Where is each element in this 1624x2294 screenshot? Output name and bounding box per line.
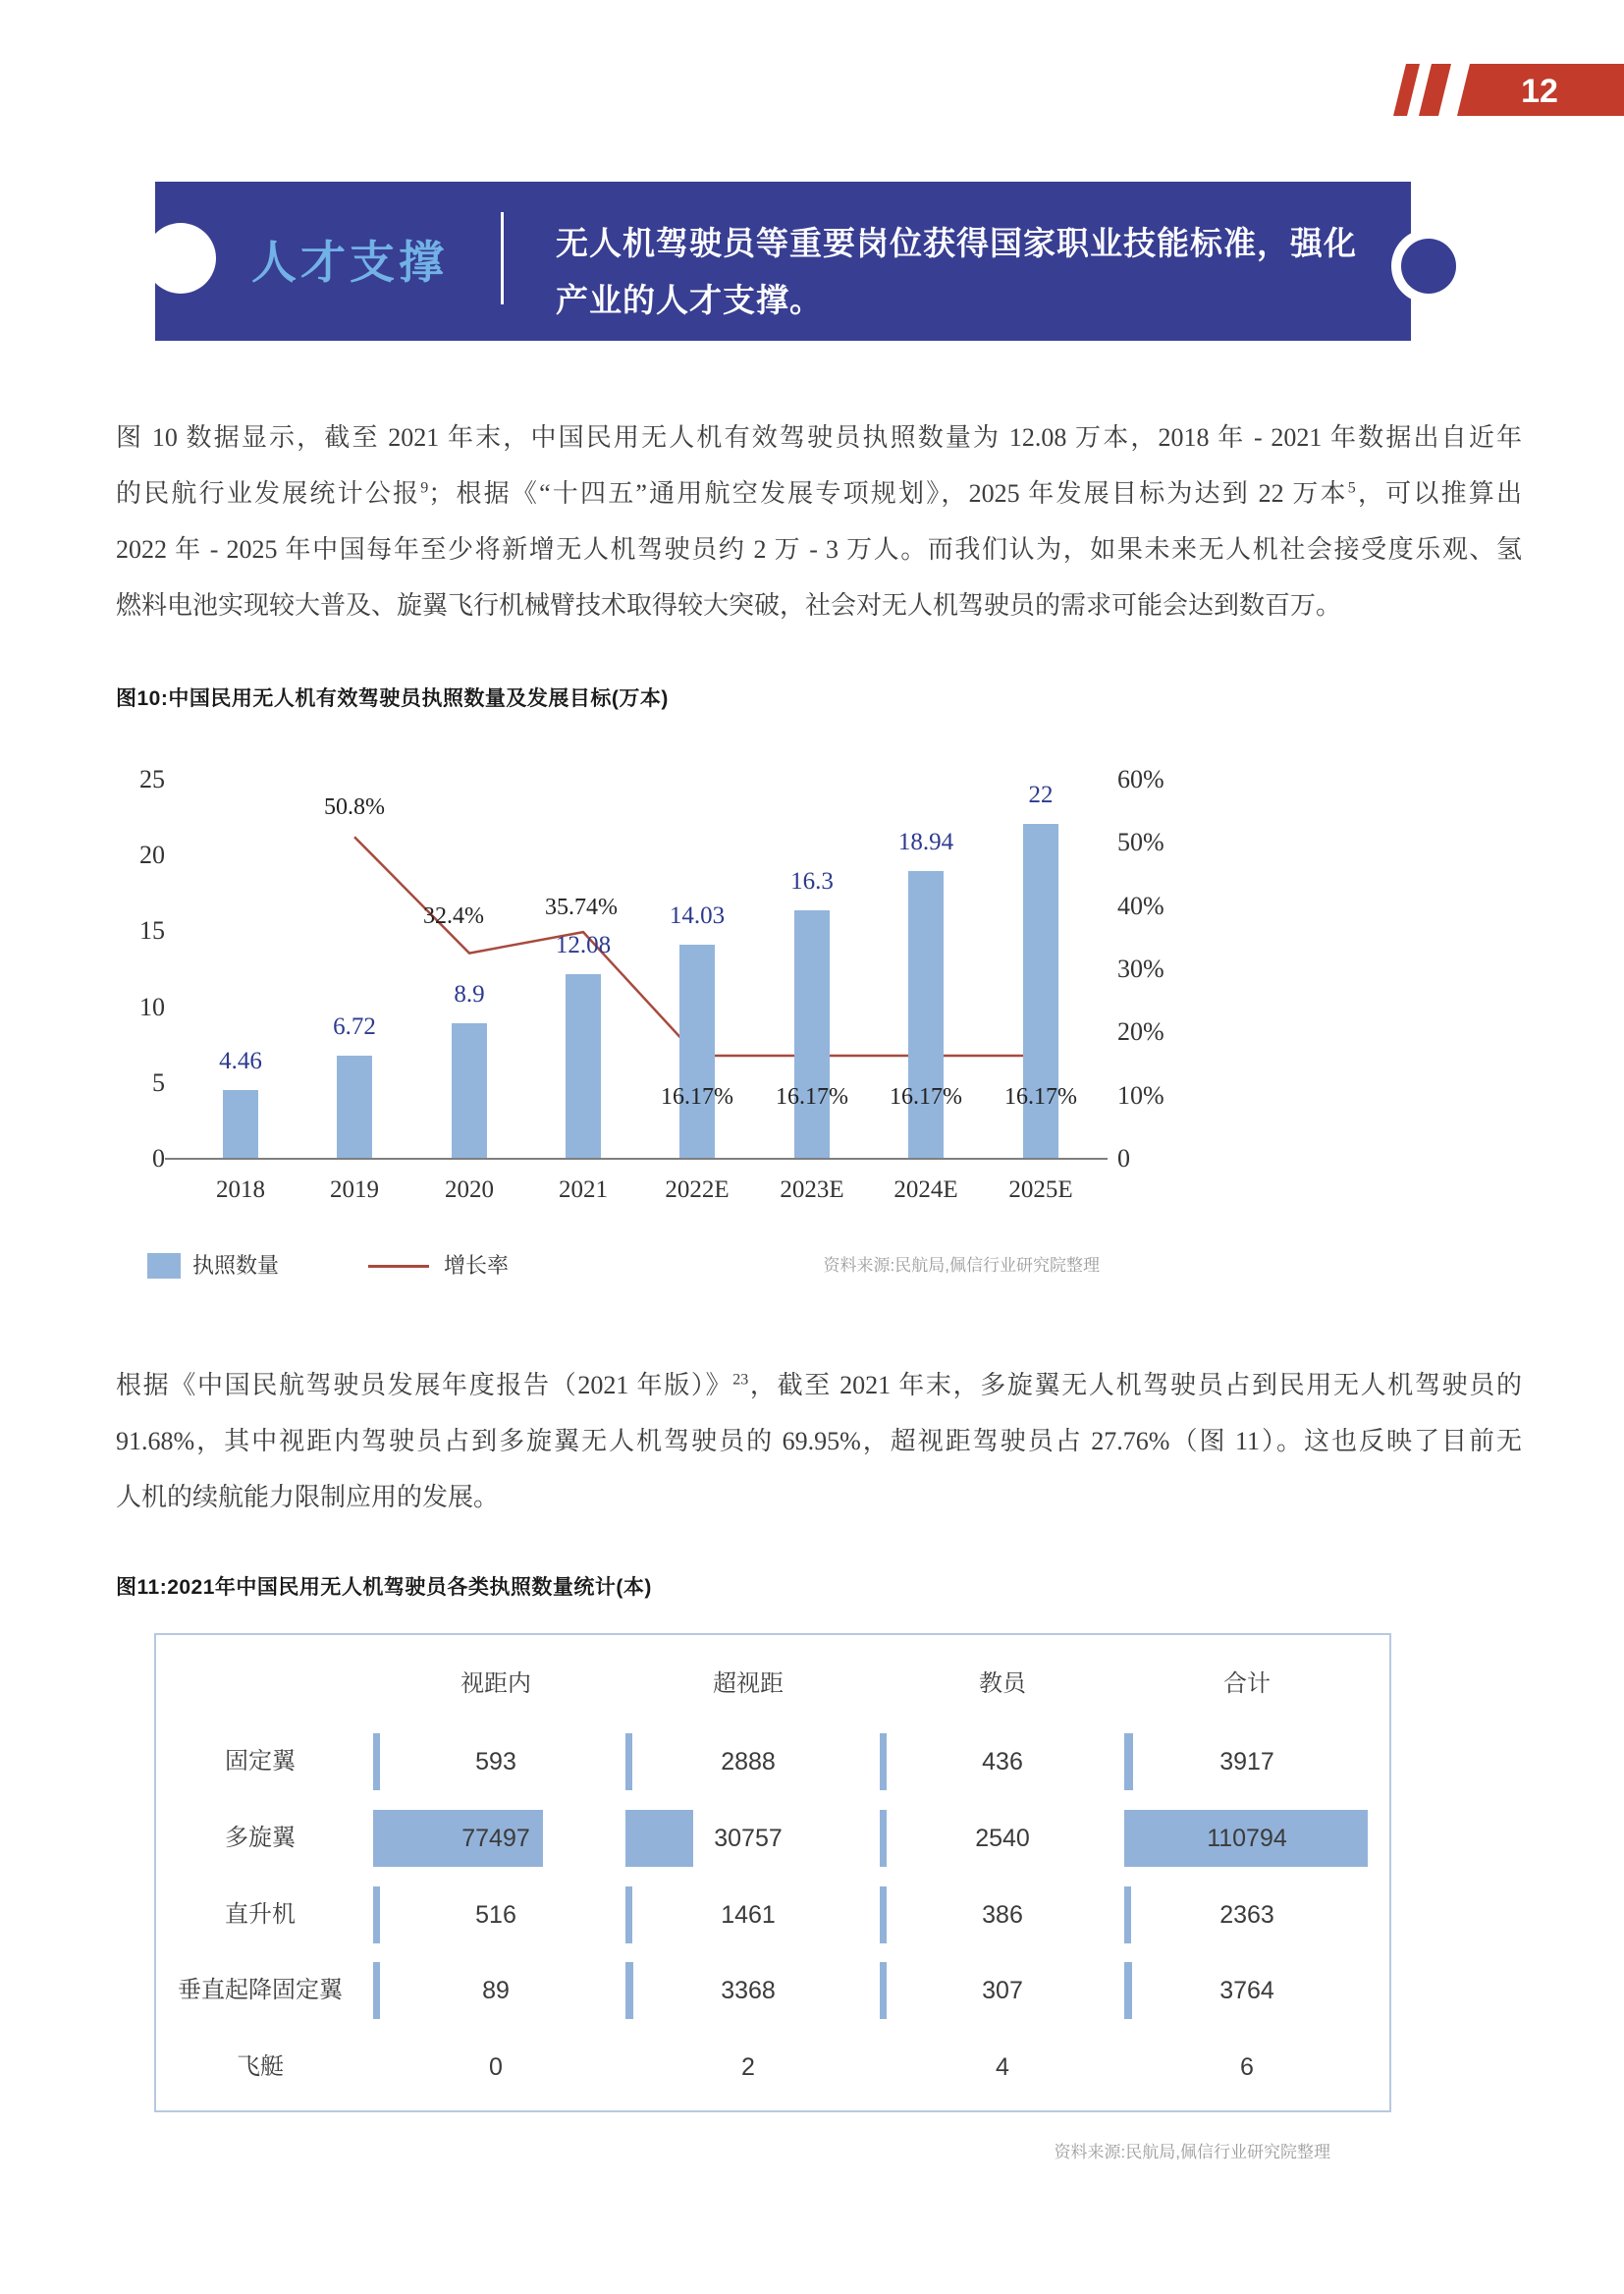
table-cell-value: 2540 [975,1824,1030,1852]
legend-bar-swatch [147,1253,181,1279]
paragraph-line: 燃料电池实现较大普及、旋翼飞行机械臂技术取得较大突破，社会对无人机驾驶员的需求可能会达到数百万。 [116,591,1342,620]
y-axis-right-tick: 10% [1117,1080,1164,1110]
x-axis-category: 2020 [445,1176,494,1203]
figure10-source: 资料来源:民航局,佩信行业研究院整理 [823,1256,1100,1275]
table-cell-value: 110794 [1207,1824,1287,1852]
paragraph-line: 人机的续航能力限制应用的发展。 [116,1483,500,1511]
x-axis-category: 2022E [665,1176,730,1203]
y-axis-right-tick: 50% [1117,828,1164,857]
y-axis-right-tick: 20% [1117,1017,1164,1047]
badge-stripe-thin [1393,64,1420,116]
figure10-title: 图10:中国民用无人机有效驾驶员执照数量及发展目标(万本) [116,687,669,710]
table-row-label: 直升机 [225,1900,296,1928]
figure11-table [154,1633,1391,2112]
y-axis-right-tick: 40% [1117,891,1164,920]
license-bar [908,871,944,1158]
growth-rate-label: 16.17% [890,1083,962,1110]
x-axis-category: 2023E [780,1176,844,1203]
section-banner [155,182,1411,341]
license-bar [794,910,830,1158]
paragraph-line: 图 10 数据显示，截至 2021 年末，中国民用无人机有效驾驶员执照数量为 12.08 万本，2018 年 - 2021 年数据出自近年 [116,423,1522,452]
table-cell-value: 2363 [1219,1900,1274,1929]
section-title: 人才支撑 [251,237,448,288]
footnote-superscript: 9 [420,479,429,497]
badge-stripe-wide [1419,64,1451,116]
figure10-chart [0,746,1237,1316]
legend-bar-label: 执照数量 [192,1253,280,1278]
x-axis-category: 2024E [893,1176,958,1203]
paragraph-line: 91.68%，其中视距内驾驶员占到多旋翼无人机驾驶员的 69.95%，超视距驾驶员占 27.76%（图 11）。这也反映了目前无 [116,1427,1522,1455]
y-axis-left-tick: 20 [139,841,165,870]
banner-divider [501,212,504,304]
growth-rate-label: 16.17% [1004,1083,1077,1110]
x-axis-category: 2019 [330,1176,379,1203]
page-number: 12 [1521,73,1558,110]
banner-left-notch [145,223,216,294]
page-number-badge [1375,64,1624,116]
y-axis-left-tick: 15 [139,916,165,946]
bar-value-label: 12.08 [555,932,612,958]
license-bar [566,974,601,1158]
bar-value-label: 16.3 [790,868,834,895]
table-cell-value: 516 [475,1900,516,1929]
license-bar [452,1023,487,1158]
growth-rate-label: 16.17% [661,1083,733,1110]
table-row-label: 垂直起降固定翼 [178,1977,343,2004]
banner-headline [556,215,1538,329]
table-cell-value: 6 [1240,2053,1254,2082]
footnote-superscript: 23 [732,1371,749,1389]
bar-value-label: 4.46 [219,1048,262,1074]
y-axis-right-tick: 30% [1117,955,1164,983]
y-axis-left-tick: 5 [152,1067,165,1097]
footnote-superscript: 5 [1347,479,1356,497]
table-cell-value: 307 [982,1977,1023,2005]
y-axis-right-tick: 0 [1117,1144,1130,1173]
legend-line-swatch [368,1265,429,1268]
growth-rate-label: 50.8% [324,794,385,821]
paragraph-line: 的民航行业发展统计公报$^9$；根据《“十四五”通用航空发展专项规划》，2025 年发展目标为达到 22 万本$^5$，可以推算出 [116,479,1522,508]
growth-rate-label: 16.17% [776,1083,848,1110]
license-bar [223,1090,258,1158]
y-axis-right-tick: 60% [1117,765,1164,793]
bar-value-label: 14.03 [669,902,726,929]
legend-line-label: 增长率 [444,1253,510,1278]
paragraph-line: 2022 年 - 2025 年中国每年至少将新增无人机驾驶员约 2 万 - 3 万人。而我们认为，如果未来无人机社会接受度乐观、氢 [116,535,1522,564]
table-cell-value: 2888 [721,1748,776,1775]
figure11-title: 图11:2021年中国民用无人机驾驶员各类执照数量统计(本) [116,1576,652,1599]
table-cell-value: 0 [489,2053,503,2082]
y-axis-left-tick: 0 [152,1144,165,1173]
y-axis-left-tick: 10 [139,992,165,1021]
table-cell-value: 593 [475,1748,516,1775]
x-axis-category: 2021 [559,1176,608,1203]
table-column-header: 超视距 [713,1670,784,1697]
table-cell-value: 89 [482,1977,510,2005]
bar-value-label: 8.9 [454,981,485,1008]
table-cell-value: 77497 [461,1824,530,1852]
table-cell-value: 2 [741,2053,755,2082]
paragraph-line: 根据《中国民航驾驶员发展年度报告（2021 年版）》$^{23}$，截至 2021 年末，多旋翼无人机驾驶员占到民用无人机驾驶员的 [116,1371,1522,1399]
table-cell-value: 30757 [714,1824,783,1852]
paragraph-2 [116,1357,1522,1525]
table-cell-value: 1461 [721,1900,776,1929]
table-cell-value: 3764 [1219,1977,1274,2005]
table-cell-value: 386 [982,1900,1023,1929]
table-row-label: 多旋翼 [225,1824,296,1851]
banner-headline-line1: 无人机驾驶员等重要岗位获得国家职业技能标准，强化 [556,225,1357,261]
figure11-source: 资料来源:民航局,佩信行业研究院整理 [1054,2143,1330,2161]
table-column-header: 合计 [1223,1670,1271,1697]
x-axis-category: 2025E [1008,1176,1073,1203]
table-cell-value: 3917 [1219,1748,1274,1775]
table-column-header: 视距内 [460,1670,531,1697]
bar-value-label: 22 [1028,782,1054,808]
bar-value-label: 6.72 [333,1013,376,1040]
table-cell-value: 3368 [721,1977,776,2005]
table-cell-value: 4 [996,2053,1009,2082]
growth-rate-label: 35.74% [545,895,618,921]
table-row-label: 固定翼 [225,1748,296,1775]
license-bar [679,945,715,1158]
y-axis-left-tick: 25 [139,765,165,793]
x-axis-category: 2018 [216,1176,265,1203]
table-column-header: 教员 [979,1670,1026,1697]
table-cell-value: 436 [982,1748,1023,1775]
bar-value-label: 18.94 [897,829,954,855]
growth-rate-label: 32.4% [423,902,484,929]
banner-headline-line2: 产业的人才支撑。 [556,282,823,318]
table-row-label: 飞艇 [237,2053,284,2081]
license-bar [337,1056,372,1158]
paragraph-1 [116,410,1522,633]
